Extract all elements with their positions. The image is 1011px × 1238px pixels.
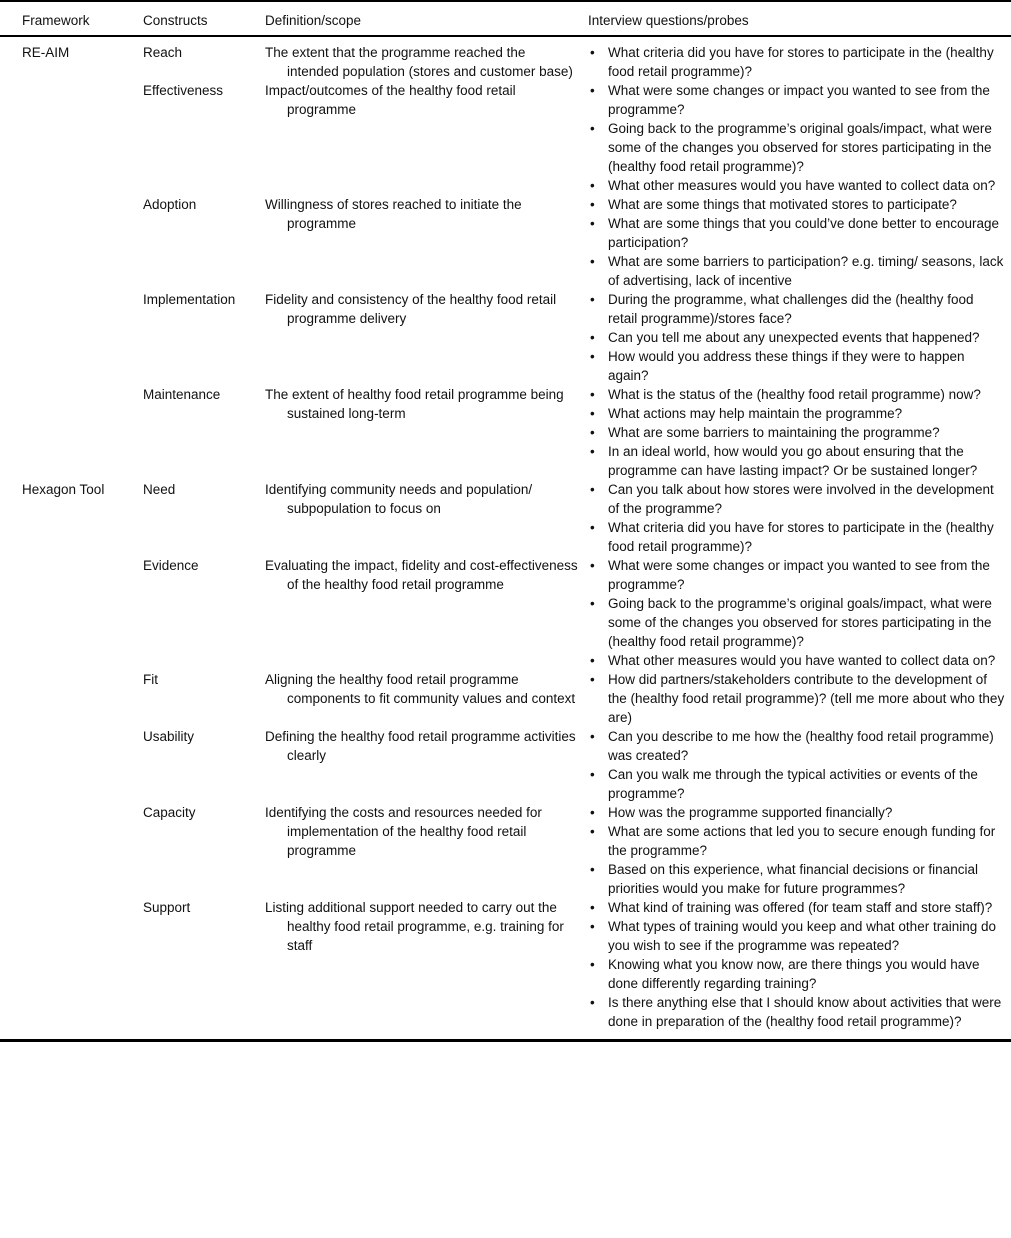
question-item: • During the programme, what challenges did the (healthy food retail programme)/stores face? [588,290,1005,328]
construct-cell: Effectiveness [143,83,224,98]
construct-cell: Maintenance [143,387,221,402]
questions-cell [588,290,1005,385]
question-item: • What is the status of the (healthy food retail programme) now? [588,385,1005,404]
questions-cell [588,195,1005,290]
column-header-definition-scope: Definition/scope [265,13,362,28]
questions-cell [588,670,1005,727]
question-item: • In an ideal world, how would you go about ensuring that the programme can have lasting impact? Or be sustained longer? [588,442,1005,480]
questions-cell [588,385,1005,480]
definition-cell: Impact/outcomes of the healthy food retail programme [265,83,516,117]
question-item: • Can you talk about how stores were involved in the development of the programme? [588,480,1005,518]
definition-cell: Fidelity and consistency of the healthy food retail programme delivery [265,292,557,326]
construct-cell: Capacity [143,805,196,820]
framework-cell [22,898,143,1031]
table-row [0,727,1011,803]
definition-cell: Willingness of stores reached to initiate the programme [265,197,522,231]
question-item: • Based on this experience, what financial decisions or financial priorities would you make for future programmes? [588,860,1005,898]
construct-cell: Usability [143,729,195,744]
question-item: • What were some changes or impact you wanted to see from the programme? [588,556,1005,594]
question-item: • Knowing what you know now, are there things you would have done differently regarding training? [588,955,1005,993]
question-item: • Is there anything else that I should know about activities that were done in preparation of the (healthy food retail programme)? [588,993,1005,1031]
question-item: • What are some things that you could’ve done better to encourage participation? [588,214,1005,252]
framework-cell [22,556,143,670]
framework-cell [22,81,143,195]
question-item: • What actions may help maintain the programme? [588,404,1005,423]
questions-cell [588,81,1005,195]
table-bottom-rule [0,1039,1011,1042]
question-item: • What are some actions that led you to secure enough funding for the programme? [588,822,1005,860]
table-row [0,556,1011,670]
table-row [0,290,1011,385]
construct-cell: Fit [143,672,158,687]
table-row [0,480,1011,556]
definition-cell: Evaluating the impact, fidelity and cost-effectiveness of the healthy food retail programme [265,558,578,592]
question-item: • What criteria did you have for stores to participate in the (healthy food retail programme)? [588,43,1005,81]
question-item: • What types of training would you keep and what other training do you wish to see if the programme was repeated? [588,917,1005,955]
question-item: • Going back to the programme’s original goals/impact, what were some of the changes you observed for stores participating in the (healthy food retail programme)? [588,594,1005,651]
framework-cell: RE-AIM [22,45,70,60]
construct-cell: Adoption [143,197,197,212]
question-item: • Going back to the programme’s original goals/impact, what were some of the changes you observed for stores participating in the (healthy food retail programme)? [588,119,1005,176]
question-item: • What criteria did you have for stores to participate in the (healthy food retail programme)? [588,518,1005,556]
table-row [0,43,1011,81]
definition-cell: Listing additional support needed to carry out the healthy food retail programme, e.g. training for staff [265,900,564,953]
definition-cell: Identifying community needs and population/ subpopulation to focus on [265,482,533,516]
questions-cell [588,480,1005,556]
table-row [0,195,1011,290]
questions-cell [588,803,1005,898]
questions-cell [588,556,1005,670]
construct-cell: Implementation [143,292,236,307]
questions-cell [588,43,1005,81]
question-item: • What kind of training was offered (for team staff and store staff)? [588,898,1005,917]
question-item: • Can you walk me through the typical activities or events of the programme? [588,765,1005,803]
table-row [0,670,1011,727]
question-item: • What are some barriers to maintaining the programme? [588,423,1005,442]
column-header-constructs: Constructs [143,13,208,28]
table-row [0,898,1011,1031]
question-item: • What other measures would you have wanted to collect data on? [588,651,1005,670]
question-item: • Can you tell me about any unexpected events that happened? [588,328,1005,347]
question-item: • How was the programme supported financially? [588,803,1005,822]
definition-cell: The extent that the programme reached the intended population (stores and customer base) [265,45,573,79]
table-row [0,81,1011,195]
definition-cell: Identifying the costs and resources needed for implementation of the healthy food retail programme [265,805,542,858]
question-item: • How did partners/stakeholders contribute to the development of the (healthy food retail programme)? (tell me more about who they are) [588,670,1005,727]
framework-cell [22,670,143,727]
questions-cell [588,898,1005,1031]
questions-cell [588,727,1005,803]
construct-cell: Reach [143,45,183,60]
definition-cell: Defining the healthy food retail programme activities clearly [265,729,576,763]
construct-cell: Evidence [143,558,199,573]
question-item: • What are some barriers to participation? e.g. timing/ seasons, lack of advertising, lack of incentive [588,252,1005,290]
framework-cell [22,290,143,385]
question-item: • How would you address these things if they were to happen again? [588,347,1005,385]
table-header-row [0,2,1011,35]
framework-cell [22,195,143,290]
table-body [0,37,1011,1039]
column-header-interview-questions: Interview questions/probes [588,13,749,28]
framework-cell [22,385,143,480]
question-item: • What are some things that motivated stores to participate? [588,195,1005,214]
table-row [0,385,1011,480]
definition-cell: The extent of healthy food retail programme being sustained long-term [265,387,564,421]
question-item: • What other measures would you have wanted to collect data on? [588,176,1005,195]
construct-cell: Need [143,482,176,497]
framework-cell: Hexagon Tool [22,482,105,497]
construct-cell: Support [143,900,191,915]
framework-cell [22,803,143,898]
table-row [0,803,1011,898]
column-header-framework: Framework [22,13,90,28]
framework-cell [22,727,143,803]
definition-cell: Aligning the healthy food retail programme components to fit community values and context [265,672,576,706]
question-item: • Can you describe to me how the (healthy food retail programme) was created? [588,727,1005,765]
question-item: • What were some changes or impact you wanted to see from the programme? [588,81,1005,119]
